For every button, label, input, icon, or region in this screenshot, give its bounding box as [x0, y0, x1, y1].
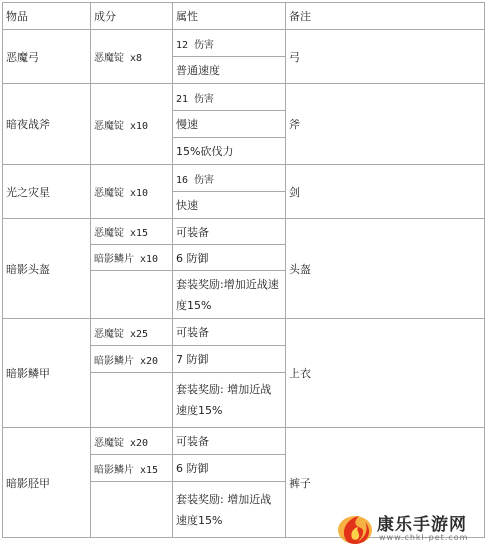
attribute: 6 防御 [173, 245, 286, 271]
material: 恶魔锭 x25 [91, 319, 173, 346]
item-name: 暗影胫甲 [3, 428, 91, 538]
item-name: 暗影鳞甲 [3, 319, 91, 428]
material: 恶魔锭 x20 [91, 428, 173, 455]
empty-cell [91, 373, 173, 428]
attribute: 21 伤害 [173, 84, 286, 111]
item-name: 恶魔弓 [3, 30, 91, 84]
attribute: 普通速度 [173, 57, 286, 84]
table-row [3, 30, 485, 57]
item-note: 斧 [286, 84, 485, 165]
attribute: 12 伤害 [173, 30, 286, 57]
attribute: 7 防御 [173, 346, 286, 373]
attribute: 套装奖励: 增加近战速度15% [173, 373, 286, 428]
header-materials: 成分 [91, 3, 173, 30]
material: 暗影鳞片 x10 [91, 245, 173, 271]
attribute: 可装备 [173, 319, 286, 346]
material: 恶魔锭 x10 [91, 84, 173, 165]
empty-cell [91, 271, 173, 319]
attribute: 16 伤害 [173, 165, 286, 192]
attribute: 15%砍伐力 [173, 138, 286, 165]
attribute: 可装备 [173, 428, 286, 455]
item-note: 剑 [286, 165, 485, 219]
header-row [3, 3, 485, 30]
attribute: 套装奖励:增加近战速度15% [173, 271, 286, 319]
table-row [3, 428, 485, 455]
items-table [2, 2, 485, 538]
material: 暗影鳞片 x15 [91, 455, 173, 482]
header-note: 备注 [286, 3, 485, 30]
item-note: 裤子 [286, 428, 485, 538]
material: 恶魔锭 x8 [91, 30, 173, 84]
attribute: 6 防御 [173, 455, 286, 482]
header-attributes: 属性 [173, 3, 286, 30]
attribute: 套装奖励: 增加近战速度15% [173, 482, 286, 538]
item-name: 暗夜战斧 [3, 84, 91, 165]
watermark [335, 505, 485, 550]
attribute: 慢速 [173, 111, 286, 138]
item-name: 暗影头盔 [3, 219, 91, 319]
item-name: 光之灾星 [3, 165, 91, 219]
empty-cell [91, 482, 173, 538]
watermark-url: www.chkl-pet.com [379, 533, 469, 542]
flame-logo-icon [335, 508, 375, 548]
material: 恶魔锭 x15 [91, 219, 173, 245]
material: 恶魔锭 x10 [91, 165, 173, 219]
item-note: 弓 [286, 30, 485, 84]
header-item: 物品 [3, 3, 91, 30]
table-row [3, 84, 485, 111]
item-note: 头盔 [286, 219, 485, 319]
table-row [3, 319, 485, 346]
table-row [3, 219, 485, 245]
table-row [3, 165, 485, 192]
watermark-name: 康乐手游网 [377, 515, 467, 535]
attribute: 可装备 [173, 219, 286, 245]
material: 暗影鳞片 x20 [91, 346, 173, 373]
attribute: 快速 [173, 192, 286, 219]
item-note: 上衣 [286, 319, 485, 428]
